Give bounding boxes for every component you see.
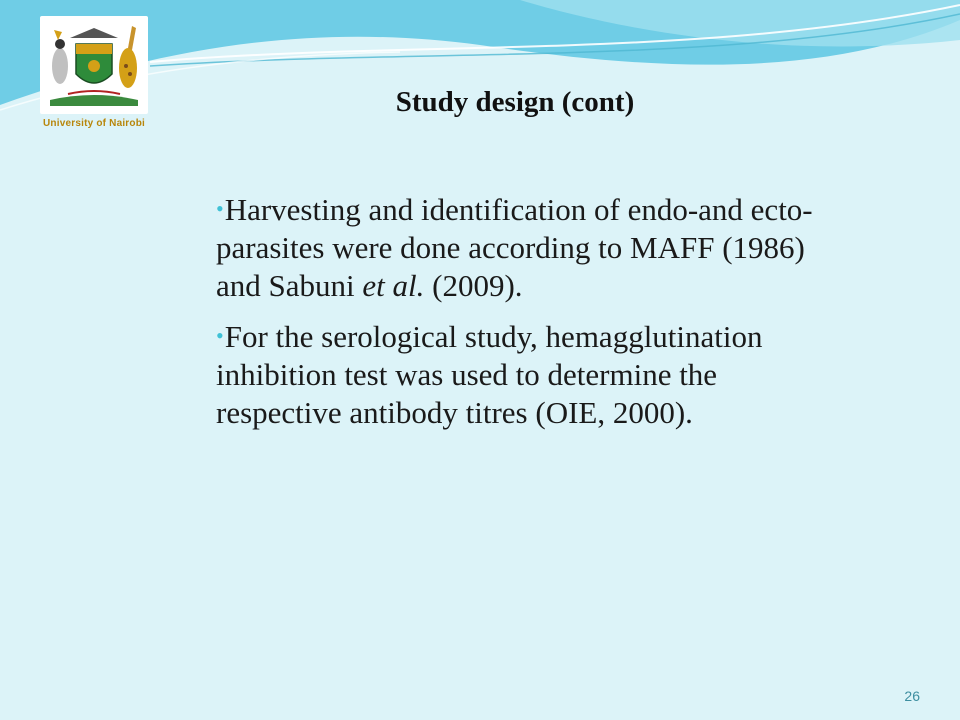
bullet-item-serology: [216, 317, 816, 432]
bullet-text-italic: et al.: [362, 268, 425, 303]
bullet-text-end: (2009).: [424, 268, 523, 303]
university-crest-icon: [40, 16, 148, 114]
slide-title: Study design (cont): [395, 86, 635, 118]
logo-caption: University of Nairobi: [43, 118, 145, 129]
bullet-item-parasites: [216, 190, 816, 305]
university-logo: [40, 16, 148, 114]
bullet-text: Harvesting and identification of endo-and ecto-parasites were done according to MAFF (1986) and Sabuni: [216, 192, 813, 303]
bullet-text: For the serological study, hemagglutination inhibition test was used to determine the respective antibody titres (OIE, 2000).: [216, 319, 763, 430]
bullet-point-icon: •: [216, 196, 224, 221]
page-number: 26: [904, 688, 920, 704]
bullet-list: [216, 190, 816, 444]
bullet-point-icon: •: [216, 323, 224, 348]
